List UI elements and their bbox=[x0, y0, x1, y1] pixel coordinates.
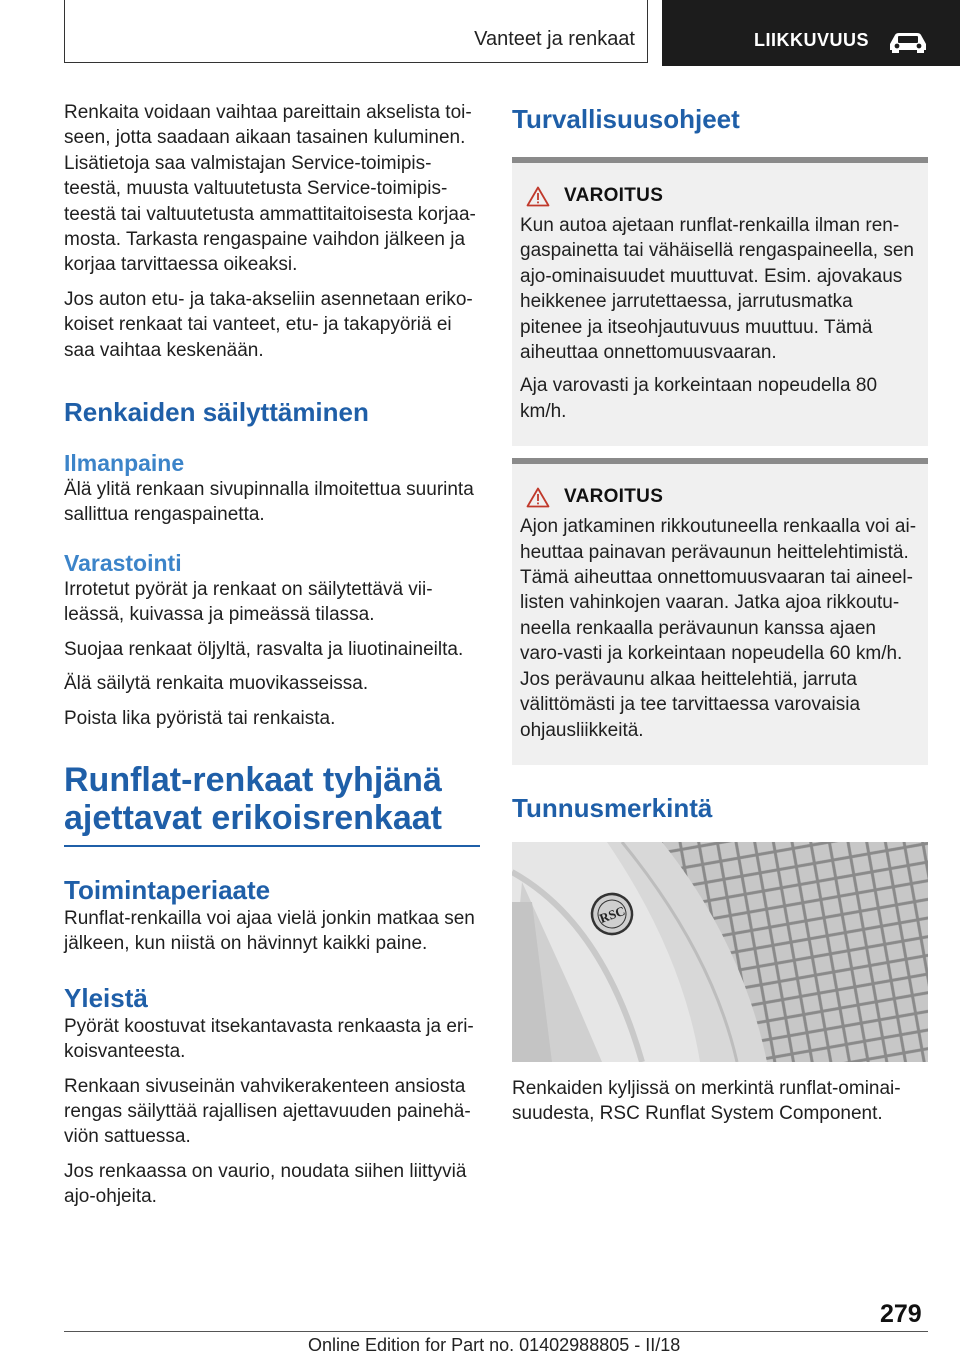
body-paragraph: Renkaita voidaan vaihtaa pareittain akselista toi-seen, jotta saadaan aikaan tasainen kuluminen. Lisätietoja saa valmistajan Service-toimipis-teestä, muusta valtuutetusta Service-toimipis-teestä tai valtuutetusta ammattitaitoisesta korjaa-mosta. Tarkasta rengaspaine vaihdon jälkeen ja korjaa tarvittaessa oikeaksi. bbox=[64, 102, 476, 276]
body-paragraph: Jos renkaassa on vaurio, noudata siihen liittyviä ajo-ohjeita. bbox=[64, 1160, 467, 1208]
warning-title: VAROITUS bbox=[564, 486, 664, 508]
heading-storing: Varastointi bbox=[64, 549, 182, 576]
heading-general: Yleistä bbox=[64, 982, 148, 1013]
tire-image bbox=[512, 842, 928, 1062]
heading-identification-mark: Tunnusmerkintä bbox=[512, 792, 713, 823]
warning-triangle-icon bbox=[526, 186, 550, 207]
body-paragraph: Renkaiden kyljissä on merkintä runflat-ominai-suudesta, RSC Runflat System Component. bbox=[512, 1077, 901, 1125]
body-paragraph: Älä ylitä renkaan sivupinnalla ilmoitettua suurinta sallittua rengaspainetta. bbox=[64, 479, 474, 526]
body-paragraph: Irrotetut pyörät ja renkaat on säilytettävä vii-leässä, kuivassa ja pimeässä tilassa. bbox=[64, 578, 433, 626]
warning-text: Ajon jatkaminen rikkoutuneella renkaalla voi ai-heuttaa painavan perävaunun heittelehtimistä. Tämä aiheuttaa onnettomuusvaaran tai aineel-listen vahinkojen vaaran. Jatka ajoa rikkoutu-neella renkaalla perävaunun kanssa ajaen varo-vasti ja korkeintaan nopeudella 60 km/h. Jos perävaunu alkaa heittelehtiä, jarruta välittömästi ja tee tarvittaessa varovaisia ohjausliikkeitä. bbox=[520, 516, 917, 741]
warning-header bbox=[526, 486, 920, 508]
footer-divider bbox=[64, 1331, 928, 1332]
warning-box bbox=[512, 458, 928, 765]
warning-header bbox=[526, 185, 920, 207]
heading-runflat-tires: Runflat-renkaat tyhjänä ajettavat erikoisrenkaat bbox=[64, 760, 442, 837]
runflat-tire-illustration bbox=[512, 842, 928, 1062]
body-paragraph: Renkaan sivuseinän vahvikerakenteen ansiosta rengas säilyttää rajallisen ajettavuuden painehä-viön sattuessa. bbox=[64, 1075, 471, 1148]
warning-triangle-icon bbox=[526, 487, 550, 508]
warning-box bbox=[512, 157, 928, 446]
body-paragraph: Suojaa renkaat öljyltä, rasvalta ja liuotinaineilta. bbox=[64, 638, 464, 660]
warning-text: Kun autoa ajetaan runflat-renkailla ilman ren-gaspainetta tai vähäisellä rengaspaineella, sen ajo-ominaisuudet muuttuvat. Esim. ajovakaus heikkenee jarrutettaessa, jarrutusmatka pitenee ja itseohjautuvuus muuttuu. Tämä aiheuttaa onnettomuusvaaran. bbox=[520, 215, 914, 364]
body-paragraph: Pyörät koostuvat itsekantavasta renkaasta ja eri-koisvanteesta. bbox=[64, 1015, 474, 1063]
heading-operating-principle: Toimintaperiaate bbox=[64, 874, 271, 905]
section-title: Vanteet ja renkaat bbox=[474, 28, 635, 50]
chapter-tab bbox=[662, 0, 960, 66]
footer-edition: Online Edition for Part no. 01402988805 - II/18 bbox=[308, 1335, 681, 1355]
heading-divider bbox=[64, 845, 480, 847]
left-column bbox=[64, 100, 480, 1219]
warning-text: Aja varovasti ja korkeintaan nopeudella 80 km/h. bbox=[520, 375, 878, 422]
warning-title: VAROITUS bbox=[564, 185, 664, 206]
body-paragraph: Älä säilytä renkaita muovikasseissa. bbox=[64, 673, 369, 695]
body-paragraph: Runflat-renkailla voi ajaa vielä jonkin matkaa sen jälkeen, kun niistä on hävinnyt kaikki paine. bbox=[64, 907, 475, 955]
body-paragraph: Poista lika pyöristä tai renkaista. bbox=[64, 707, 336, 729]
page-number: 279 bbox=[880, 1300, 922, 1328]
right-column bbox=[512, 100, 928, 1136]
chapter-title: LIIKKUVUUS bbox=[754, 30, 870, 50]
rsc-logo: RSC bbox=[597, 902, 627, 926]
heading-safety-instructions: Turvallisuusohjeet bbox=[512, 104, 740, 134]
body-paragraph: Jos auton etu- ja taka-akseliin asennetaan eriko-koiset renkaat tai vanteet, etu- ja takapyöriä ei saa vaihtaa keskenään. bbox=[64, 288, 473, 361]
heading-air-pressure: Ilmanpaine bbox=[64, 450, 185, 477]
car-icon bbox=[886, 30, 930, 54]
heading-tire-storage: Renkaiden säilyttäminen bbox=[64, 397, 369, 428]
section-tab bbox=[64, 0, 648, 63]
page-header bbox=[0, 0, 960, 66]
